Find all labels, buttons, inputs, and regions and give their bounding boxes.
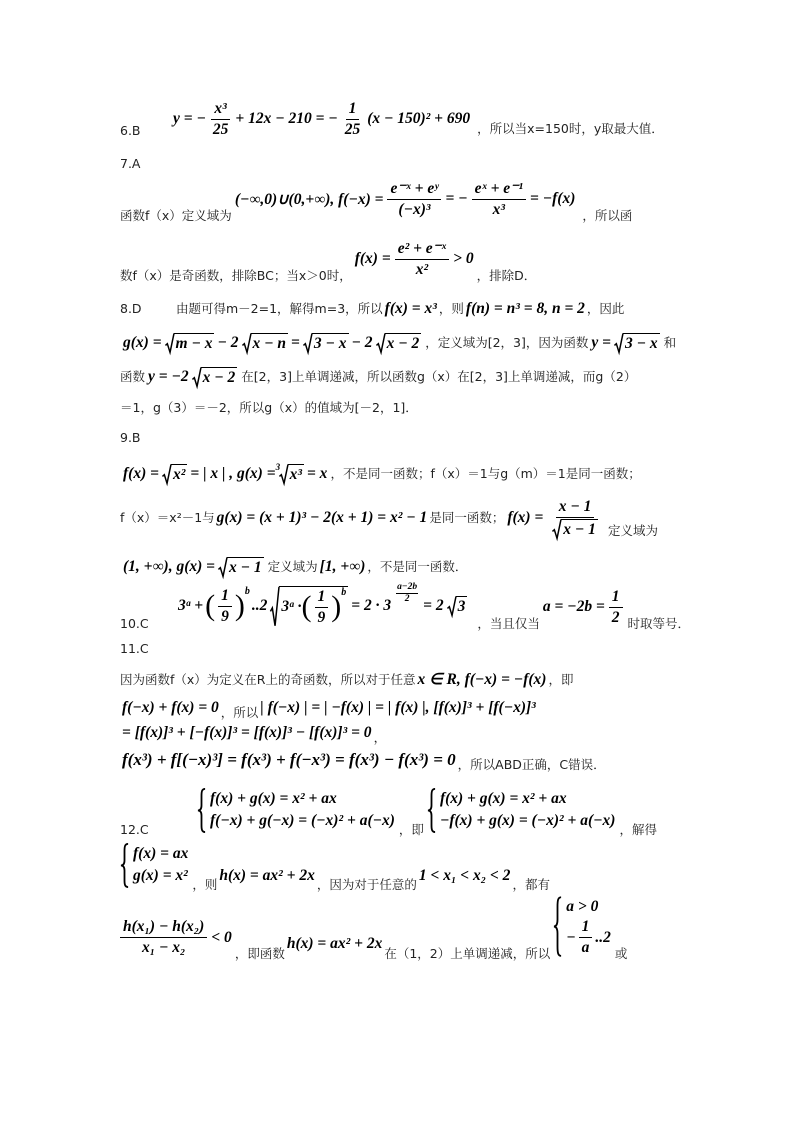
q9-text-4: 定义域为 bbox=[607, 522, 658, 538]
system-lines bbox=[440, 788, 616, 833]
equation: g(x) = x² bbox=[133, 867, 188, 885]
q9-formula-2: g(x) = (x + 1)³ − 2(x + 1) = x² − 1 bbox=[216, 509, 428, 527]
numerator: h(x₁) − h(x₂) bbox=[120, 918, 207, 938]
q11-formula-1: x ∈ R, f(−x) = −f(x) bbox=[417, 671, 547, 688]
q6-row bbox=[120, 100, 664, 139]
square-root bbox=[165, 333, 215, 353]
q8-text-7: 在[2，3]上单调递减，所以函数g（x）在[2，3]上单调递减，而g（2） bbox=[241, 368, 637, 384]
q8-formula-4 bbox=[590, 333, 661, 353]
radicand: 3 bbox=[457, 598, 466, 616]
square-root bbox=[192, 367, 238, 387]
radicand: x − 2 bbox=[202, 369, 236, 386]
q11-label-row bbox=[120, 641, 149, 657]
q12-row-3 bbox=[120, 896, 628, 962]
q7-formula-1 bbox=[234, 180, 577, 219]
q10-row bbox=[120, 582, 691, 631]
q11-row-2 bbox=[120, 699, 538, 720]
numerator: 1 bbox=[579, 918, 593, 938]
system-lines bbox=[210, 788, 395, 833]
q12-formula-4: h(x) = ax² + 2x bbox=[286, 935, 383, 953]
q12-formula-2: 1 < x₁ < x₂ < 2 bbox=[418, 866, 511, 884]
q12-text-4: ，因为对于任意的 bbox=[316, 876, 417, 892]
fraction bbox=[315, 588, 329, 627]
formula-part: = 2 · 3 bbox=[351, 597, 392, 615]
square-root bbox=[242, 333, 289, 353]
equation-system-2 bbox=[427, 788, 617, 833]
q12-row-1 bbox=[120, 788, 657, 837]
q8-formula-3 bbox=[122, 333, 423, 353]
q8-text-3: ，因此 bbox=[586, 301, 625, 316]
left-brace bbox=[553, 896, 562, 957]
numerator: x³ bbox=[211, 100, 229, 120]
q9-text-3: 是同一函数； bbox=[429, 510, 505, 526]
q8-text-6: 函数 bbox=[120, 368, 146, 384]
exponent: b bbox=[244, 586, 250, 597]
q12-text-8: 或 bbox=[614, 946, 628, 962]
fraction bbox=[547, 498, 603, 539]
radical-sign bbox=[165, 333, 174, 353]
q11-formula-4: = [f(x)]³ + [−f(x)]³ = [f(x)]³ − [f(x)]³ = 0 bbox=[122, 724, 372, 741]
formula-part: f(x) = bbox=[123, 464, 159, 482]
q8-formula-2: f(n) = n³ = 8, n = 2 bbox=[465, 300, 585, 317]
formula-part: (1, +∞), g(x) = bbox=[123, 557, 215, 575]
system-lines bbox=[566, 896, 611, 957]
fraction bbox=[472, 180, 526, 219]
fraction bbox=[579, 918, 593, 957]
formula-part: − 2 bbox=[351, 333, 373, 351]
square-root bbox=[614, 333, 660, 353]
q12-row-2 bbox=[120, 843, 550, 892]
formula-part: + 12x − 210 = − bbox=[235, 110, 338, 128]
q7-text-2: ，所以函 bbox=[582, 207, 633, 223]
q9-label: 9.B bbox=[120, 430, 141, 445]
right-paren: ) bbox=[234, 589, 245, 623]
numerator: e⁻ˣ + eʸ bbox=[387, 180, 441, 200]
denominator: x² bbox=[415, 260, 429, 278]
right-paren: ) bbox=[331, 590, 342, 624]
q12-text-2: ，解得 bbox=[619, 821, 657, 837]
q9-text-2: f（x）＝x²－1与 bbox=[120, 510, 215, 526]
q11-formula-2: f(−x) + f(x) = 0 bbox=[122, 699, 219, 716]
q12-text-5: ，都有 bbox=[512, 876, 550, 892]
q11-formula-5: f(x³) + f[(−x)³] = f(x³) + f(−x³) = f(x³) − f(x³) = 0 bbox=[122, 750, 456, 769]
fraction bbox=[396, 583, 418, 605]
denominator: a bbox=[581, 939, 590, 957]
square-root bbox=[270, 586, 348, 627]
radicand: x² bbox=[172, 466, 186, 483]
root-index: 3 bbox=[275, 462, 281, 472]
fraction bbox=[342, 100, 364, 139]
q7-label: 7.A bbox=[120, 156, 141, 171]
radical-sign bbox=[218, 557, 227, 577]
q7-formula-2 bbox=[354, 240, 475, 279]
q9-row-2 bbox=[120, 498, 658, 539]
left-brace bbox=[120, 843, 129, 888]
q11-text-1: 因为函数f（x）为定义在R上的奇函数，所以对于任意 bbox=[120, 671, 416, 687]
q12-label: 12.C bbox=[120, 821, 149, 837]
fraction bbox=[395, 240, 449, 279]
equation: f(x) + g(x) = x² + ax bbox=[210, 790, 337, 807]
exponent-fraction bbox=[393, 576, 421, 605]
q11-text-4: ， bbox=[373, 730, 387, 745]
radicand: x − 1 bbox=[229, 559, 262, 576]
q8-row-4 bbox=[120, 400, 418, 416]
q8-formula-1: f(x) = x³ bbox=[384, 300, 437, 317]
q10-formula bbox=[177, 582, 469, 627]
inequality-system bbox=[553, 896, 612, 957]
q8-label: 8.D bbox=[120, 301, 142, 316]
denominator: 9 bbox=[221, 607, 229, 625]
numerator: eˣ + e⁻¹ bbox=[472, 180, 526, 200]
fraction bbox=[120, 918, 207, 957]
formula-part: 3ᵃ · bbox=[281, 598, 302, 616]
radical-sign bbox=[447, 596, 456, 616]
square-root bbox=[162, 464, 187, 484]
numerator: 1 bbox=[315, 588, 329, 608]
equation: f(x) = ax bbox=[133, 845, 189, 862]
formula-part: − bbox=[566, 928, 576, 946]
q10-text-1: ，当且仅当 bbox=[477, 615, 540, 631]
left-paren: ( bbox=[301, 590, 312, 624]
radical-sign bbox=[303, 333, 312, 353]
radical-sign bbox=[270, 586, 279, 627]
formula-part: = x bbox=[306, 464, 328, 482]
formula-part: y = − bbox=[173, 110, 206, 128]
formula-part: ..2 bbox=[595, 928, 611, 946]
q6-formula bbox=[172, 100, 471, 139]
q8-text-1: 由题可得m－2=1，解得m=3，所以 bbox=[176, 301, 383, 316]
radical-sign bbox=[614, 333, 623, 353]
denominator: 9 bbox=[317, 608, 326, 626]
equation-system-1 bbox=[197, 788, 396, 833]
q6-label: 6.B bbox=[120, 122, 141, 138]
square-root bbox=[376, 333, 422, 353]
radicand: x³ bbox=[289, 466, 302, 483]
q8-formula-5 bbox=[147, 367, 239, 387]
formula-part: y = bbox=[591, 333, 611, 351]
radicand: x − n bbox=[252, 335, 287, 352]
q9-formula-1 bbox=[122, 464, 328, 484]
denominator: 25 bbox=[344, 120, 361, 138]
equation: f(x) + g(x) = x² + ax bbox=[439, 790, 567, 807]
radical-sign bbox=[192, 367, 201, 387]
formula-part: f(x) = bbox=[354, 250, 391, 268]
radicand: x − 2 bbox=[386, 335, 420, 352]
numerator: 1 bbox=[346, 100, 360, 120]
fraction bbox=[218, 587, 232, 626]
q11-text-5: ，所以ABD正确，C错误． bbox=[457, 757, 606, 772]
formula-part: > 0 bbox=[453, 250, 474, 268]
q9-label-row bbox=[120, 430, 141, 446]
q8-text-2: ，则 bbox=[438, 301, 464, 316]
fraction bbox=[387, 180, 441, 219]
q10-formula-2 bbox=[542, 588, 626, 627]
formula-part: 3ᵃ + bbox=[178, 597, 204, 615]
q7-label-row bbox=[120, 156, 140, 172]
denominator: x₁ − x₂ bbox=[141, 939, 186, 957]
radical-sign bbox=[162, 464, 171, 484]
formula-part: = bbox=[291, 333, 300, 351]
q12-formula-3 bbox=[120, 918, 233, 957]
formula-part: a = −2b = bbox=[542, 598, 605, 616]
q8-text-8: ＝1，g（3）＝－2，所以g（x）的值域为[－2，1]． bbox=[120, 400, 418, 415]
q11-formula-3: | f(−x) | = | −f(x) | = | f(x) |, [f(x)]³ + [f(−x)]³ bbox=[260, 699, 536, 716]
denominator: 2 bbox=[404, 593, 410, 604]
square-root bbox=[303, 333, 349, 353]
denominator bbox=[547, 518, 603, 539]
formula-part: = −f(x) bbox=[530, 190, 576, 208]
formula-part: = − bbox=[445, 190, 468, 208]
formula-part: g(x) = bbox=[123, 333, 162, 351]
formula-part: y = −2 bbox=[148, 367, 189, 385]
denominator: 25 bbox=[212, 120, 229, 138]
q8-row-2 bbox=[120, 333, 676, 353]
formula-part: = 2 bbox=[423, 597, 444, 615]
q8-text-4: ，定义域为[2，3]，因为函数 bbox=[425, 334, 589, 350]
q9-formula-4 bbox=[122, 557, 266, 577]
q12-text-3: ，则 bbox=[192, 876, 218, 892]
power-group bbox=[302, 588, 347, 627]
radical-sign bbox=[376, 333, 385, 353]
q11-text-2: ，即 bbox=[548, 671, 574, 687]
square-root bbox=[218, 557, 264, 577]
q12-text-7: 在（1，2）上单调递减，所以 bbox=[384, 946, 551, 962]
radicand: 3 − x bbox=[624, 335, 658, 352]
q8-text-5: 和 bbox=[663, 334, 677, 350]
formula-part: − 2 bbox=[217, 333, 239, 351]
inequality: a > 0 bbox=[566, 898, 599, 915]
fraction bbox=[609, 588, 623, 627]
exponent: b bbox=[341, 587, 347, 598]
numerator: 1 bbox=[609, 588, 623, 608]
square-root bbox=[552, 519, 598, 539]
inequality bbox=[566, 918, 611, 957]
radical-sign bbox=[552, 519, 561, 539]
formula-part: ..2 bbox=[251, 597, 268, 615]
q9-text-1: ，不是同一函数；f（x）＝1与g（m）＝1是同一函数； bbox=[330, 465, 641, 481]
q8-row-3 bbox=[120, 367, 636, 387]
formula-part: = | x | , g(x) = bbox=[190, 464, 276, 482]
radicand bbox=[279, 586, 348, 627]
q7-row-2 bbox=[120, 240, 537, 283]
fraction bbox=[210, 100, 232, 139]
q11-row-4 bbox=[120, 750, 606, 770]
equation-system-3 bbox=[120, 843, 189, 888]
q11-row-1 bbox=[120, 670, 573, 689]
power-group bbox=[205, 587, 250, 626]
numerator: x − 1 bbox=[556, 498, 595, 518]
radical-sign bbox=[242, 333, 251, 353]
q6-text: ，所以当x=150时，y取最大值． bbox=[477, 120, 664, 136]
cube-root bbox=[275, 462, 304, 484]
q12-text-6: ，即函数 bbox=[234, 946, 285, 962]
q9-text-5: 定义域为 bbox=[267, 558, 318, 574]
formula-part: < 0 bbox=[211, 928, 232, 946]
square-root bbox=[447, 596, 468, 616]
q12-text-1: ，即 bbox=[398, 821, 424, 837]
q11-text-3: ，所以 bbox=[220, 705, 259, 720]
numerator: 1 bbox=[218, 587, 232, 607]
denominator: x³ bbox=[492, 200, 505, 218]
left-brace bbox=[427, 788, 436, 833]
q9-row-3 bbox=[120, 557, 467, 577]
left-brace bbox=[197, 788, 206, 833]
left-paren: ( bbox=[205, 589, 216, 623]
q7-row-1 bbox=[120, 180, 633, 223]
radicand: m − x bbox=[175, 335, 213, 352]
q8-row-1 bbox=[120, 300, 624, 318]
q11-row-3 bbox=[120, 724, 387, 745]
q10-label: 10.C bbox=[120, 615, 149, 631]
equation: f(−x) + g(−x) = (−x)² + a(−x) bbox=[210, 812, 395, 830]
q10-text-2: 时取等号． bbox=[627, 615, 691, 631]
numerator: e² + e⁻ˣ bbox=[395, 240, 449, 260]
q11-label: 11.C bbox=[120, 641, 149, 656]
formula-part: (x − 150)² + 690 bbox=[367, 110, 471, 128]
numerator: a−2b bbox=[397, 582, 418, 592]
equation: −f(x) + g(x) = (−x)² + a(−x) bbox=[439, 812, 616, 830]
system-lines bbox=[133, 843, 188, 888]
formula-part: (−∞,0)∪(0,+∞), f(−x) = bbox=[234, 190, 384, 208]
q9-text-6: ，不是同一函数． bbox=[367, 558, 468, 574]
radicand: x − 1 bbox=[563, 520, 596, 538]
q7-text-4: ，排除D． bbox=[476, 267, 537, 283]
formula-part: f(x) = bbox=[507, 509, 544, 527]
q9-row-1 bbox=[120, 464, 641, 484]
denominator: (−x)³ bbox=[398, 200, 431, 218]
q7-text-3: 数f（x）是奇函数，排除BC；当x＞0时， bbox=[120, 267, 352, 283]
q9-formula-3 bbox=[506, 498, 606, 539]
radicand: 3 − x bbox=[313, 335, 347, 352]
q9-formula-5: [1, +∞) bbox=[319, 557, 366, 575]
denominator: 2 bbox=[611, 608, 620, 626]
q7-text-1: 函数f（x）定义域为 bbox=[120, 207, 232, 223]
q12-formula-1: h(x) = ax² + 2x bbox=[219, 866, 315, 884]
